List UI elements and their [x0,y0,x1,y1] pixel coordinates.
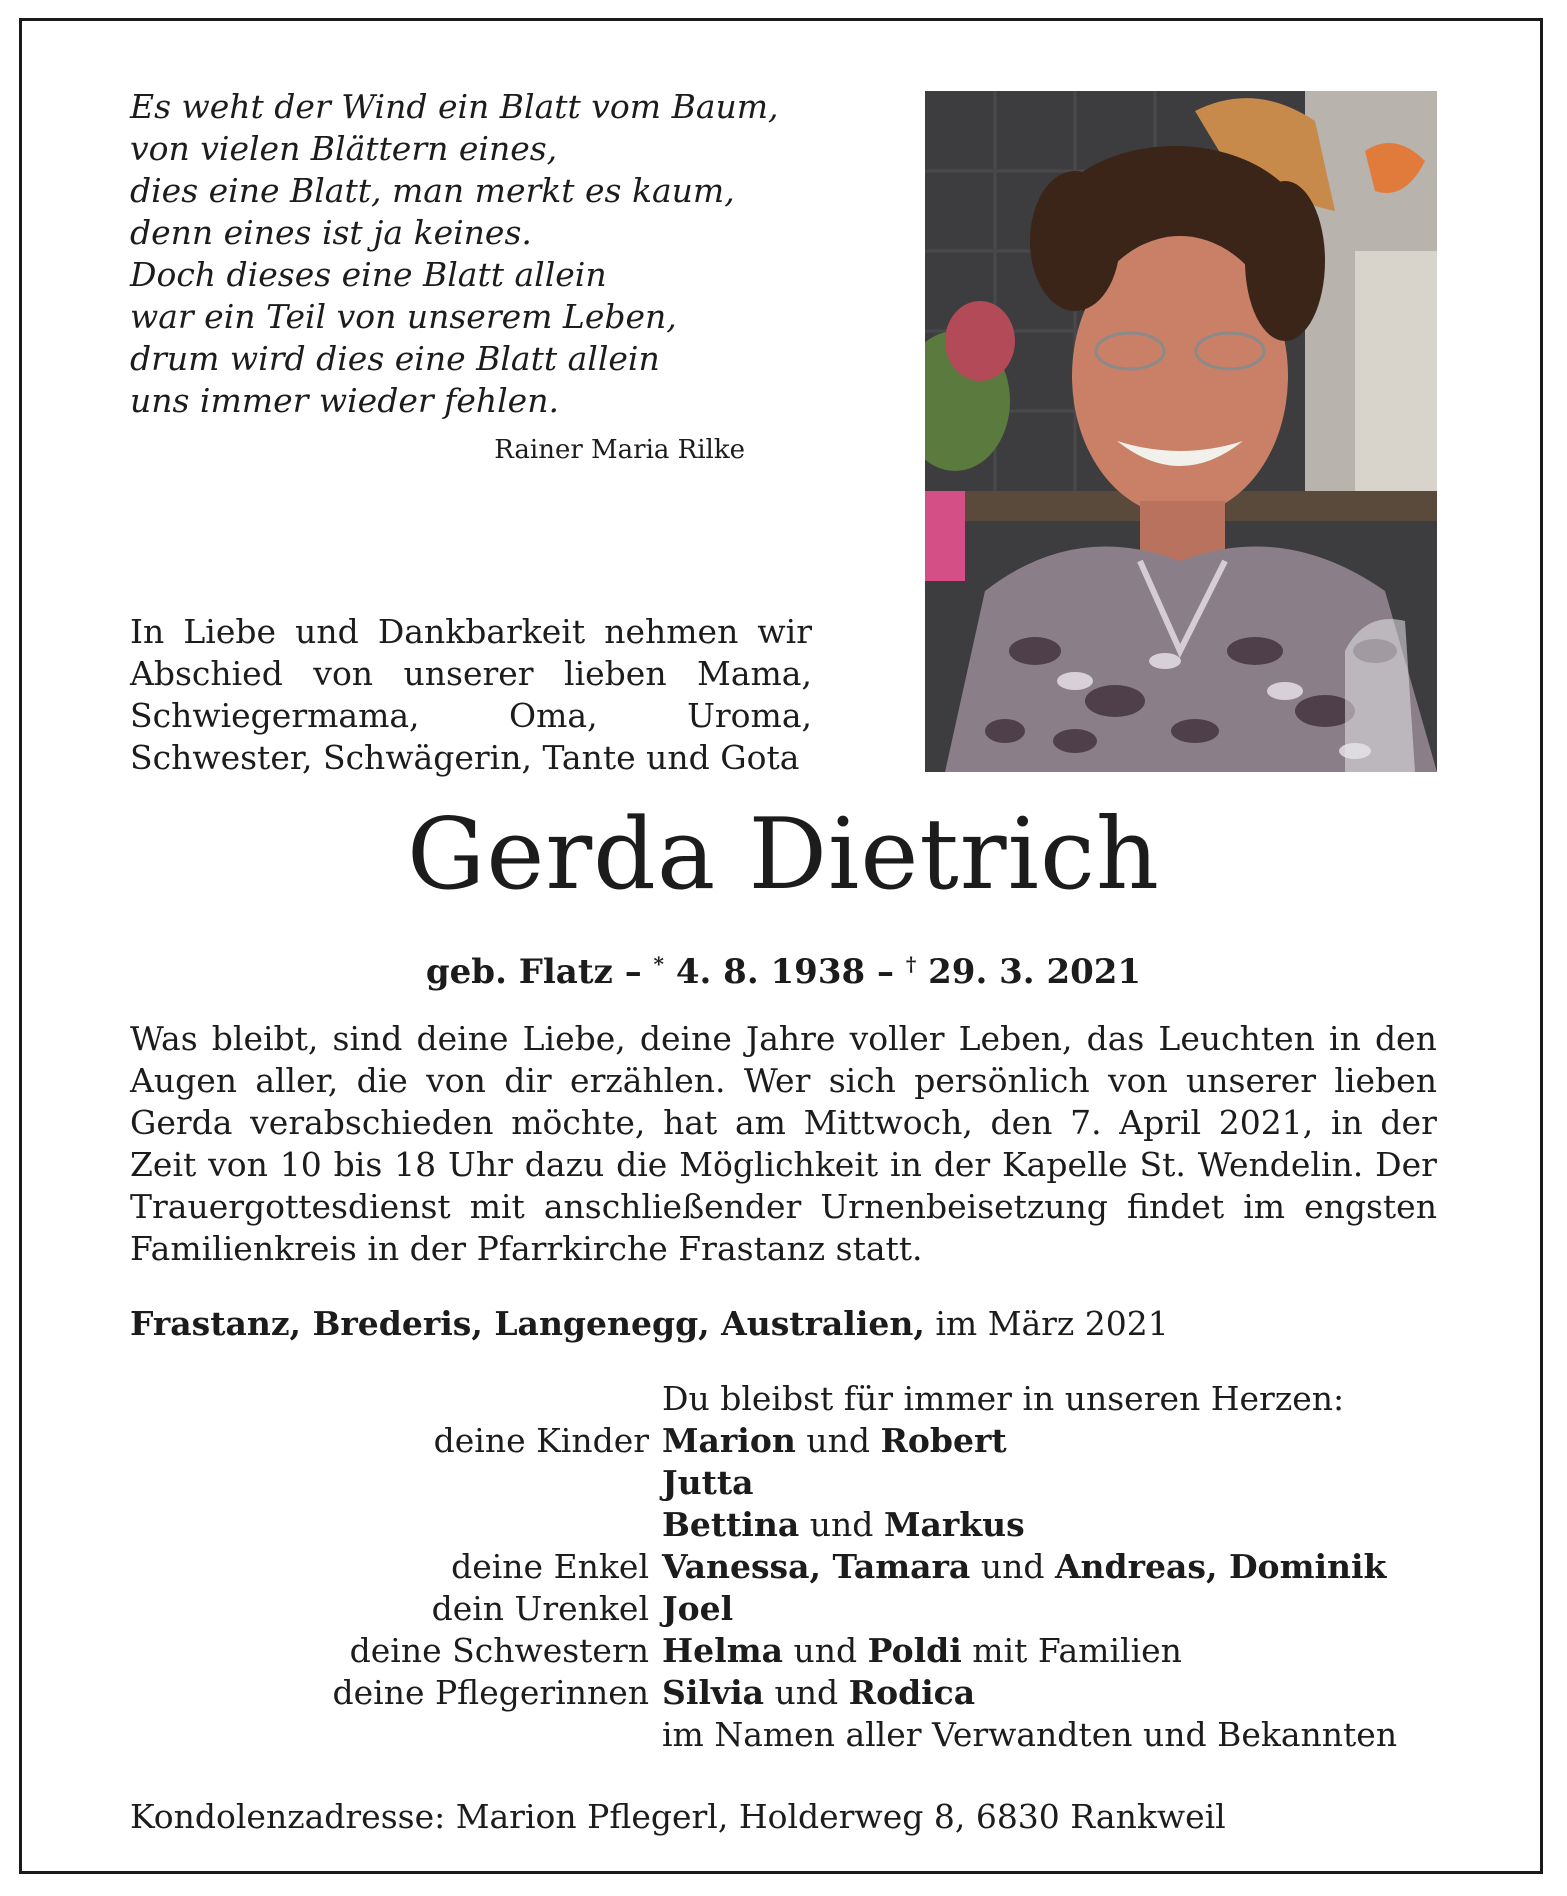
relation-label: deine Kinder [433,1421,649,1460]
word: Leben, [958,1019,1073,1058]
word: den [1374,1019,1437,1058]
survivor-name: Bettina [662,1505,800,1544]
dash: – [624,952,642,992]
locations: Frastanz, Brederis, Langenegg, Australien, [130,1304,925,1343]
word: Gerda [130,1103,233,1142]
word: 18 [394,1145,437,1184]
deceased-name: Gerda Dietrich [407,798,1160,912]
poem-line: drum wird dies eine Blatt allein [130,339,660,378]
survivors-intro-row [130,1378,1450,1420]
survivor-name: Poldi [867,1631,962,1670]
birth-name: geb. Flatz [425,952,613,992]
survivor-name: Andreas, Dominik [1054,1547,1387,1586]
condolence-address: Kondolenzadresse: Marion Pflegerl, Holderweg 8, 6830 Rankweil [130,1797,1226,1836]
farewell-text [130,611,812,779]
month-date: im März 2021 [935,1304,1169,1343]
word: findet [1126,1187,1225,1226]
word: 2021, [1218,1103,1314,1142]
death-cross-symbol: † [905,952,917,976]
word: sind [332,1019,403,1058]
survivors-closing-row [130,1714,1450,1756]
word: Dankbarkeit [377,612,586,651]
survivors-list [130,1378,1450,1756]
word: dir [504,1061,552,1100]
announcement-line [130,1186,1437,1228]
word: Was [130,1019,198,1058]
word: Oma, [509,696,598,735]
poem-line: denn eines ist ja keines. [130,213,532,252]
word: engsten [1304,1187,1437,1226]
word: das [1086,1019,1145,1058]
word: Trauergottesdienst [130,1187,451,1226]
survivor-name: Robert [880,1421,1007,1460]
word: lieben [564,654,667,693]
dash: – [876,952,894,992]
survivor-name: Helma [662,1631,784,1670]
survivor-name: Jutta [662,1463,754,1502]
word: von [313,654,374,693]
conjunction: und [806,1421,870,1460]
conjunction: und [793,1631,858,1670]
word: bis [333,1145,383,1184]
word: St. [1139,1145,1186,1184]
word: Leuchten [1158,1019,1315,1058]
word: die [616,1145,668,1184]
word: der [933,1145,991,1184]
word: Augen [130,1061,237,1100]
word: lieben [1334,1061,1437,1100]
survivor-name: Markus [883,1505,1025,1544]
life-dates [0,942,1567,994]
word: von [1107,1061,1168,1100]
farewell-line [130,653,812,695]
word: nehmen [604,612,739,651]
word: unserer [1186,1061,1317,1100]
farewell-line: Schwester, Schwägerin, Tante und Gota [130,738,800,777]
survivors-intro: Du bleibst für immer in unseren Herzen: [662,1379,1345,1418]
word: in [1330,1103,1363,1142]
poem-line: von vielen Blättern eines, [130,129,558,168]
word: dazu [524,1145,605,1184]
relation-label: deine Schwestern [349,1631,649,1670]
relation-label: deine Pflegerinnen [332,1673,649,1712]
birth-date: 4. 8. 1938 [675,952,866,992]
survivor-name: Silvia [662,1673,764,1712]
word: mit [469,1187,525,1226]
word: hat [663,1103,718,1142]
word: Kapelle [1002,1145,1128,1184]
place-and-date [130,1303,1437,1345]
survivors-closing: im Namen aller Verwandten und Bekannten [662,1715,1398,1754]
word: Schwiegermama, [130,696,420,735]
word: sich [828,1061,896,1100]
word: Wer [743,1061,811,1100]
birth-star-symbol: * [653,952,664,976]
word: bleibt, [211,1019,319,1058]
poem [130,86,780,422]
word: am [734,1103,786,1142]
portrait-photo [925,91,1437,772]
survivor-name: Joel [662,1589,734,1628]
word: anschließender [543,1187,802,1226]
word: Uroma, [687,696,812,735]
word: Der [1375,1145,1437,1184]
survivor-name: Vanessa, Tamara [662,1547,971,1586]
word: 10 [279,1145,322,1184]
word: Wendelin. [1197,1145,1364,1184]
word: Möglichkeit [679,1145,879,1184]
survivor-row [130,1420,1450,1462]
word: April [1119,1103,1202,1142]
relation-label: dein Urenkel [431,1589,649,1628]
survivor-row [130,1504,1450,1546]
death-date: 29. 3. 2021 [928,952,1142,992]
word: deine [639,1019,732,1058]
word: die [356,1061,408,1100]
word: Jahre [746,1019,836,1058]
announcement-line: Familienkreis in der Pfarrkirche Frastanz statt. [130,1229,923,1268]
conjunction: und [809,1505,874,1544]
relation-label: deine Enkel [451,1547,649,1586]
word: von [208,1145,268,1184]
poem-line: Doch dieses eine Blatt allein [130,255,607,294]
announcement-text [130,1018,1437,1270]
word: voller [849,1019,945,1058]
word: Uhr [448,1145,513,1184]
word: Mama, [697,654,812,693]
word: Liebe, [522,1019,626,1058]
word: möchte, [511,1103,646,1142]
word: Abschied [130,654,283,693]
announcement-line [130,1018,1437,1060]
farewell-line [130,611,812,653]
word: unserer [403,654,534,693]
conjunction: und [774,1673,839,1712]
word: von [426,1061,486,1100]
portrait-illustration [925,91,1437,772]
poem-line: Es weht der Wind ein Blatt vom Baum, [130,87,779,126]
announcement-line [130,1102,1437,1144]
poem-line: uns immer wieder fehlen. [130,381,559,420]
survivor-row [130,1672,1450,1714]
word: 7. [1070,1103,1102,1142]
word: Urnenbeisetzung [820,1187,1108,1226]
word: persönlich [914,1061,1090,1100]
word: Zeit [130,1145,197,1184]
word: in [890,1145,922,1184]
poem-line: dies eine Blatt, man merkt es kaum, [130,171,735,210]
announcement-line [130,1060,1437,1102]
word: im [1243,1187,1286,1226]
word: verabschieden [250,1103,494,1142]
word: In [130,612,165,651]
word: aller, [255,1061,339,1100]
word: Liebe [183,612,277,651]
suffix: mit Familien [972,1631,1182,1670]
word: und [295,612,359,651]
word: deine [416,1019,509,1058]
survivor-name: Rodica [848,1673,976,1712]
word: erzählen. [570,1061,726,1100]
word: in [1329,1019,1361,1058]
survivor-row [130,1462,1450,1504]
announcement-line [130,1144,1437,1186]
poem-line: war ein Teil von unserem Leben, [130,297,677,336]
word: den [990,1103,1053,1142]
conjunction: und [980,1547,1045,1586]
farewell-line [130,695,812,737]
word: wir [757,612,812,651]
poem-author: Rainer Maria Rilke [494,435,745,465]
survivor-row [130,1546,1450,1588]
word: Mittwoch, [803,1103,973,1142]
survivor-name: Marion [662,1421,796,1460]
word: der [1380,1103,1437,1142]
survivor-row [130,1588,1450,1630]
survivor-row [130,1630,1450,1672]
